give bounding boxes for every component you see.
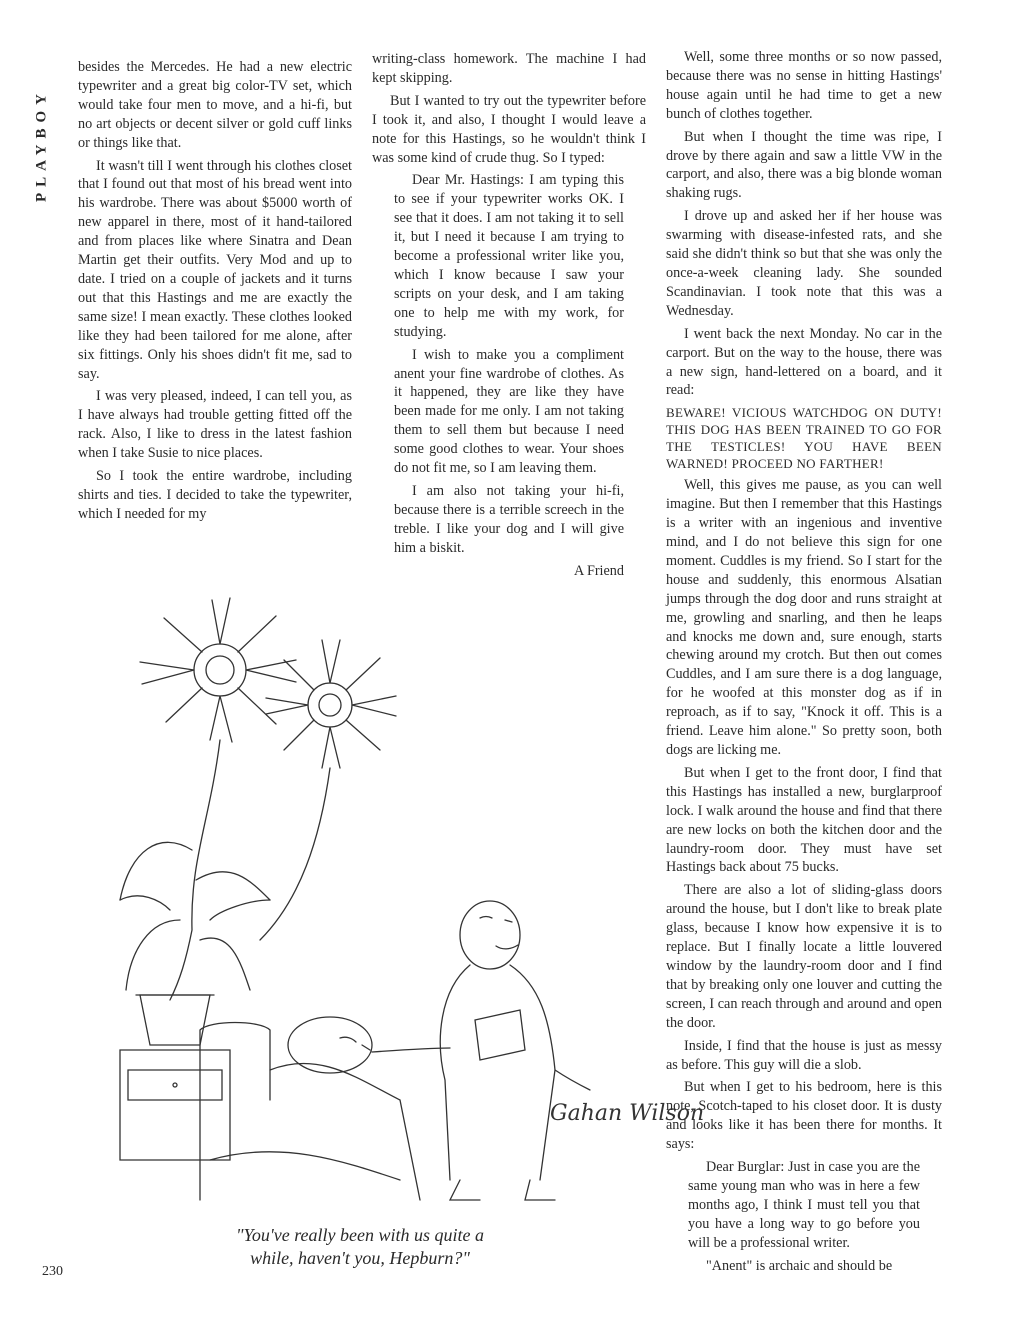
doctor-figure	[440, 901, 590, 1200]
paragraph: I was very pleased, indeed, I can tell you, as I have always had trouble getting fitted off the rack. Also, I like to dress in the latest fashion when I take Susie to nice places.	[78, 388, 352, 462]
flower-illustration	[120, 598, 396, 1000]
paragraph: But I wanted to try out the typewriter before I took it, and also, I thought I would leave a note for this Hastings, so he wouldn't think I was some kind of crude thug. So I typed:	[372, 92, 646, 166]
paragraph: Well, this gives me pause, as you can well imagine. But then I remember that this Hastings is a writer with an ingenious and inventive mind, and I do not believe this sign for one moment. Cuddles is my friend. So I start for the house and suddenly, this enormous Alsatian jumps through the dog door and runs straight at me, growling and snarling, and then he leaps and knocks me down and, sure enough, starts chewing around my crotch. But then out comes Cuddles, and I am sure there is a dog language, for he woofed at this monster dog as if in reproach, as if to say, "Knock it off. This is a friend. Leave him alone." So pretty soon, both dogs are licking me.	[666, 477, 942, 758]
letter-paragraph: I am also not taking your hi-fi, because there is a terrible screech in the treble. I like your dog and I will give him a biskit.	[394, 482, 624, 556]
paragraph: But when I get to his bedroom, here is this note, Scotch-taped to his closet door. It is dusty and looks like it has been there for months. It says:	[666, 1079, 942, 1153]
letter-paragraph: I wish to make you a compliment anent your fine wardrobe of clothes. As it happened, they are like they have been made for me only. I am not taking them to sell them but because I need some good clothes to wear. Your shoes do not fit me, so I am leaving them.	[394, 346, 624, 477]
page-number: 230	[42, 1264, 63, 1279]
paragraph: So I took the entire wardrobe, including shirts and ties. I decided to take the typewriter, which I needed for my	[78, 468, 352, 522]
cartoon-caption	[150, 1224, 570, 1270]
paragraph: But when I get to the front door, I find that this Hastings has installed a new, burglarproof lock. I walk around the house and find that there are new locks on both the kitchen door and the laundry-room door. They must have set Hastings back about 75 bucks.	[666, 764, 942, 876]
paragraph: But when I thought the time was ripe, I drove by there again and saw a little VW in the carport, and also, there was a big blonde woman shaking rugs.	[666, 128, 942, 202]
caption-line: "You've really been with us quite a	[235, 1225, 485, 1245]
paragraph: Inside, I find that the house is just as messy as before. This guy will die a slob.	[666, 1037, 942, 1073]
paragraph: besides the Mercedes. He had a new electric typewriter and a great big color-TV set, which would take four men to move, and a hi-fi, but no art objects or decent silver or gold cuff links or things like that.	[78, 59, 352, 151]
paragraph: Well, some three months or so now passed, because there was no sense in hitting Hastings' house again until he had time to get a new bunch of clothes together.	[666, 49, 942, 122]
cartoonist-signature: Gahan Wilson	[550, 1101, 705, 1126]
paragraph: I went back the next Monday. No car in the carport. But on the way to the house, there was a new sign, hand-lettered on a board, and it read:	[666, 325, 942, 399]
patient-figure	[288, 1017, 450, 1073]
hospital-bed	[200, 1023, 420, 1201]
paragraph: I drove up and asked her if her house was swarming with disease-infested rats, and she said she didn't think so but that she was only the once-a-week cleaning lady. She sounded Scandinavian. I took note that this was a Wednesday.	[666, 208, 942, 319]
plant-pot	[136, 995, 214, 1045]
paragraph: It wasn't till I went through his clothes closet that I found out that most of his bread went into his wardrobe. There was about $5000 worth of new apparel in there, most of it hand-tailored and from places like where Sinatra and Dean Martin get their outfits. Very Mod and up to date. I tried on a couple of jackets and it turns out that this Hastings and me are exactly the same size! I mean exactly. These clothes looked like they had been tailored for me alone, after six fittings. Only his shoes didn't fit me, sad to say.	[78, 157, 352, 382]
paragraph: There are also a lot of sliding-glass doors around the house, but I don't like to break plate glass, because I know how expensive it is to replace. But I finally locate a little louvered window by the laundry-room door and I find that by breaking only one louver and cutting the screen, I can reach through and around and open the door.	[666, 882, 942, 1031]
cartoon-illustration	[100, 600, 705, 1210]
letter-paragraph: "Anent" is archaic and should be	[706, 1257, 893, 1274]
nightstand	[120, 1050, 230, 1160]
caption-line: while, haven't you, Hepburn?"	[250, 1248, 470, 1268]
letter-paragraph: Dear Mr. Hastings: I am typing this to see if your typewriter works OK. I see that it does. I am not taking it to sell it, but I need it because I am trying to become a professional writer like you, which I know because I saw your scripts on your desk, and I am taking one to help me with my work, for studying.	[394, 172, 624, 340]
letter-signature: A Friend	[573, 562, 624, 579]
text-column-2	[372, 50, 646, 584]
running-head: PLAYBOY	[33, 88, 50, 202]
text-column-3	[666, 48, 942, 1279]
paragraph: writing-class homework. The machine I had kept skipping.	[372, 51, 646, 86]
warning-sign-text: BEWARE! VICIOUS WATCHDOG ON DUTY! THIS DOG HAS BEEN TRAINED TO GO FOR THE TESTICLES! YOU HAVE BEEN WARNED! PROCEED NO FARTHER!	[666, 405, 942, 472]
letter-paragraph: Dear Burglar: Just in case you are the same young man who was in here a few months ago, I think I must tell you that you have a long way to go before you will be a professional writer.	[688, 1159, 920, 1251]
text-column-1	[78, 58, 352, 528]
